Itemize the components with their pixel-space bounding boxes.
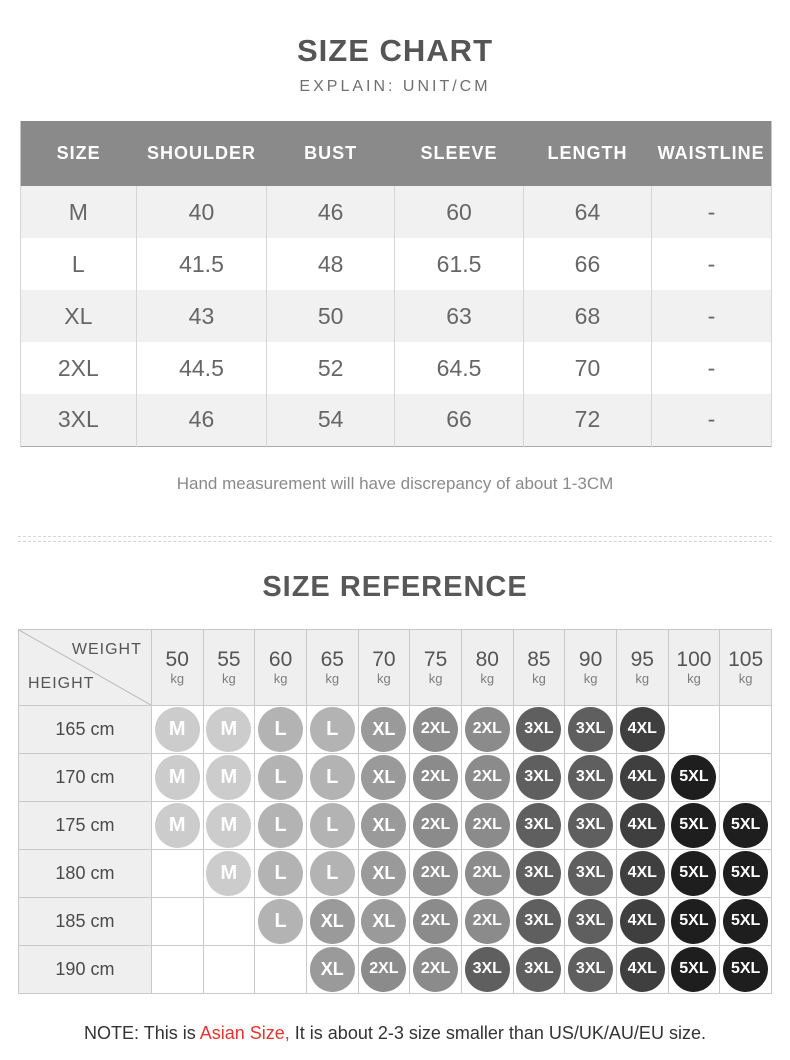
size-badge-3xl: 3XL [568,755,613,800]
size-chart-cell: 50 [267,290,395,342]
weight-column-header [461,629,513,705]
weight-column-header [410,629,462,705]
table-row [21,186,772,238]
weight-unit: kg [377,670,391,686]
size-badge-4xl: 4XL [620,755,665,800]
size-badge-2xl: 2XL [465,755,510,800]
size-badge-3xl: 3XL [516,851,561,896]
size-cell [306,801,358,849]
size-cell [616,705,668,753]
weight-value: 90 [578,647,603,671]
size-badge-2xl: 2XL [465,803,510,848]
size-cell [616,945,668,993]
height-row-header: 190 cm [19,945,152,993]
size-cell [513,705,565,753]
size-badge-4xl: 4XL [620,707,665,752]
size-cell [720,945,772,993]
weight-column-header [720,629,772,705]
size-badge-5xl: 5XL [723,947,768,992]
size-cell [358,897,410,945]
size-badge-3xl: 3XL [568,851,613,896]
size-chart-cell: 68 [524,290,652,342]
size-reference-title: SIZE REFERENCE [262,570,528,603]
size-cell [203,945,255,993]
size-cell [461,753,513,801]
weight-column-header [616,629,668,705]
size-cell [358,705,410,753]
weight-column-header [151,629,203,705]
table-row [19,801,772,849]
size-cell [668,753,720,801]
size-badge-4xl: 4XL [620,803,665,848]
size-cell [461,801,513,849]
size-chart-cell: 44.5 [136,342,267,394]
weight-unit: kg [428,670,443,686]
size-cell [358,753,410,801]
weight-column-header [565,629,617,705]
table-row [19,705,772,753]
size-chart-cell: 61.5 [394,238,523,290]
size-cell [255,849,307,897]
size-cell [461,849,513,897]
size-badge-5xl: 5XL [671,899,716,944]
size-badge-xl: XL [310,947,355,992]
size-cell [565,897,617,945]
size-chart-cell: L [21,238,137,290]
size-chart-cell: - [651,238,771,290]
weight-height-corner-cell [19,629,152,705]
size-badge-m: M [206,707,251,752]
size-cell [151,897,203,945]
size-chart-cell: M [21,186,137,238]
size-badge-4xl: 4XL [620,899,665,944]
size-chart-cell: - [651,290,771,342]
size-chart-cell: 64 [524,186,652,238]
size-badge-3xl: 3XL [568,899,613,944]
size-cell [720,753,772,801]
size-cell [203,753,255,801]
table-row [21,342,772,394]
weight-column-header [203,629,255,705]
note-prefix: NOTE: This is [84,1022,200,1043]
size-badge-3xl: 3XL [568,707,613,752]
size-badge-l: L [310,707,355,752]
size-badge-2xl: 2XL [413,803,458,848]
size-cell [306,945,358,993]
size-cell [513,753,565,801]
size-badge-3xl: 3XL [568,803,613,848]
weight-column-header [306,629,358,705]
page-title: SIZE CHART [297,33,493,68]
size-cell [255,705,307,753]
size-cell [616,849,668,897]
size-cell [513,801,565,849]
size-badge-xl: XL [361,899,406,944]
size-badge-5xl: 5XL [723,803,768,848]
size-chart-cell: 46 [136,394,267,446]
weight-value: 65 [320,647,344,671]
size-badge-3xl: 3XL [568,947,613,992]
size-chart-cell: 52 [267,342,395,394]
weight-unit: kg [687,670,701,686]
table-row [19,897,772,945]
weight-value: 50 [165,647,189,671]
size-chart-cell: 72 [524,394,652,446]
weight-unit: kg [273,670,288,686]
size-cell [410,849,462,897]
measurement-disclaimer: Hand measurement will have discrepancy of about 1-3CM [176,473,614,493]
size-badge-l: L [310,851,355,896]
size-cell [720,801,772,849]
weight-unit: kg [532,670,546,686]
size-cell [513,945,565,993]
weight-column-header [255,629,307,705]
weight-unit: kg [583,670,598,686]
note-asian-size-highlight: Asian Size, [199,1022,290,1043]
size-reference-table [18,629,772,994]
size-badge-l: L [258,851,303,896]
size-chart-cell: - [651,186,771,238]
size-badge-xl: XL [361,803,406,848]
size-cell [306,753,358,801]
table-row [21,394,772,446]
size-badge-2xl: 2XL [465,707,510,752]
size-chart-cell: 3XL [21,394,137,446]
size-cell [151,705,203,753]
size-badge-xl: XL [361,851,406,896]
size-badge-3xl: 3XL [516,803,561,848]
size-cell [668,945,720,993]
size-cell [203,849,255,897]
table-row [19,849,772,897]
size-cell [151,945,203,993]
weight-unit: kg [480,670,495,686]
size-badge-l: L [310,803,355,848]
height-row-header: 180 cm [19,849,152,897]
size-chart-cell: 64.5 [394,342,523,394]
size-reference-section [18,629,772,994]
weight-value: 60 [268,647,293,671]
size-cell [358,945,410,993]
table-row [21,290,772,342]
size-cell [668,801,720,849]
size-badge-m: M [155,755,200,800]
size-cell [513,897,565,945]
size-badge-5xl: 5XL [671,851,716,896]
size-chart-body [21,186,772,446]
size-badge-5xl: 5XL [723,851,768,896]
size-badge-m: M [155,707,200,752]
size-badge-5xl: 5XL [671,803,716,848]
size-chart-column-header: LENGTH [524,121,652,186]
size-chart-column-header: WAISTLINE [651,121,771,186]
size-badge-l: L [258,707,303,752]
size-cell [410,945,462,993]
size-badge-xl: XL [361,707,406,752]
size-chart-cell: 48 [267,238,395,290]
weight-unit: kg [170,670,185,686]
size-badge-4xl: 4XL [620,947,665,992]
size-badge-3xl: 3XL [516,947,561,992]
size-chart-cell: 40 [136,186,267,238]
size-chart-cell: 66 [524,238,652,290]
height-row-header: 165 cm [19,705,152,753]
page-subtitle: EXPLAIN: UNIT/CM [299,78,491,95]
size-cell [410,801,462,849]
table-row [19,945,772,993]
size-badge-5xl: 5XL [723,899,768,944]
weight-unit: kg [635,670,650,686]
size-chart-cell: - [651,342,771,394]
size-chart-cell: - [651,394,771,446]
size-cell [255,801,307,849]
size-badge-4xl: 4XL [620,851,665,896]
size-badge-2xl: 2XL [413,851,458,896]
size-cell [616,897,668,945]
size-cell [151,849,203,897]
size-cell [616,801,668,849]
size-chart-cell: 2XL [21,342,137,394]
weight-column-header [668,629,720,705]
weight-value: 55 [217,647,241,671]
size-cell [565,753,617,801]
size-cell [720,849,772,897]
size-cell [410,705,462,753]
size-cell [358,849,410,897]
size-cell [720,897,772,945]
size-chart-cell: 46 [267,186,395,238]
size-reference-header [19,629,772,705]
size-cell [565,705,617,753]
size-cell [203,705,255,753]
weight-unit: kg [222,670,236,686]
size-cell [410,897,462,945]
table-row [21,238,772,290]
size-chart-cell: 43 [136,290,267,342]
height-row-header: 175 cm [19,801,152,849]
size-cell [565,945,617,993]
size-cell [565,801,617,849]
size-badge-2xl: 2XL [413,707,458,752]
size-cell [306,849,358,897]
size-cell [616,753,668,801]
size-badge-3xl: 3XL [465,947,510,992]
size-cell [255,945,307,993]
size-chart-column-header: SHOULDER [136,121,267,186]
size-badge-3xl: 3XL [516,755,561,800]
size-badge-xl: XL [361,755,406,800]
size-chart-cell: 54 [267,394,395,446]
weight-value: 75 [423,647,448,671]
height-axis-label: HEIGHT [28,674,95,692]
size-cell [358,801,410,849]
size-cell [306,705,358,753]
size-cell [668,705,720,753]
weight-column-header [513,629,565,705]
size-reference-body [19,705,772,993]
size-cell [565,849,617,897]
weight-axis-label: WEIGHT [71,640,142,658]
size-chart-cell: 70 [524,342,652,394]
height-row-header: 185 cm [19,897,152,945]
dashed-line [18,541,772,542]
size-cell [461,897,513,945]
weight-value: 80 [475,647,499,671]
bottom-note [0,1023,790,1044]
weight-value: 105 [728,647,764,671]
size-badge-m: M [155,803,200,848]
size-badge-2xl: 2XL [361,947,406,992]
size-badge-2xl: 2XL [465,899,510,944]
size-reference-header-row [19,629,772,705]
size-badge-l: L [258,755,303,800]
size-badge-2xl: 2XL [413,899,458,944]
size-cell [461,705,513,753]
size-cell [151,801,203,849]
size-badge-m: M [206,803,251,848]
size-chart-column-header: BUST [267,121,395,186]
size-chart-cell: 41.5 [136,238,267,290]
size-chart-table [20,121,772,447]
size-badge-2xl: 2XL [413,755,458,800]
size-cell [306,897,358,945]
size-cell [203,801,255,849]
size-chart-header-row [21,121,772,186]
size-chart-cell: 66 [394,394,523,446]
size-badge-5xl: 5XL [671,947,716,992]
size-badge-l: L [310,755,355,800]
size-chart-column-header: SLEEVE [394,121,523,186]
size-cell [720,705,772,753]
size-chart-cell: 60 [394,186,523,238]
size-cell [461,945,513,993]
size-badge-3xl: 3XL [516,899,561,944]
size-chart-section [20,121,772,447]
size-badge-xl: XL [310,899,355,944]
size-cell [513,849,565,897]
size-cell [203,897,255,945]
size-chart-cell: 63 [394,290,523,342]
size-badge-2xl: 2XL [465,851,510,896]
size-cell [668,897,720,945]
size-cell [151,753,203,801]
weight-value: 100 [676,647,712,671]
weight-unit: kg [325,670,340,686]
size-cell [410,753,462,801]
size-badge-3xl: 3XL [516,707,561,752]
weight-unit: kg [738,670,753,686]
dashed-divider [18,536,772,542]
size-chart-column-header: SIZE [21,121,137,186]
table-row [19,753,772,801]
weight-value: 85 [527,647,551,671]
size-chart-header [21,121,772,186]
size-cell [255,897,307,945]
size-cell [255,753,307,801]
weight-column-header [358,629,410,705]
size-badge-l: L [258,899,303,944]
note-suffix: It is about 2-3 size smaller than US/UK/AU/EU size. [289,1022,706,1043]
size-badge-m: M [206,755,251,800]
size-cell [668,849,720,897]
weight-value: 95 [630,647,654,671]
height-row-header: 170 cm [19,753,152,801]
size-chart-cell: XL [21,290,137,342]
size-badge-2xl: 2XL [413,947,458,992]
dashed-line [18,536,772,537]
weight-value: 70 [372,647,396,671]
size-badge-l: L [258,803,303,848]
size-badge-m: M [206,851,251,896]
size-badge-5xl: 5XL [671,755,716,800]
